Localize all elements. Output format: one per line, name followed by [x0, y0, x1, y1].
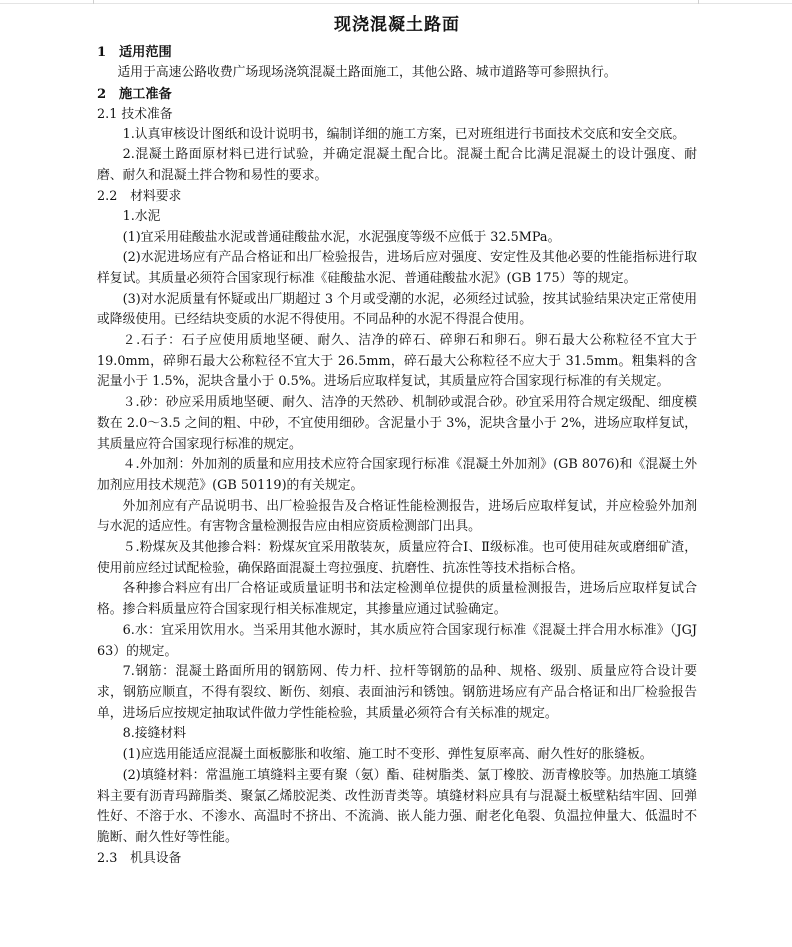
paragraph: ２.石子：石子应使用质地坚硬、耐久、洁净的碎石、碎卵石和卵石。卵石最大公称粒径不宜大于 19.0mm，碎卵石最大公称粒径不宜大于 26.5mm，碎石最大公称粒径不应大于 31.5mm。粗集料的含泥量小于 1.5%，泥块含量小于 0.5%。进场后应取样复试，其质量应符合国家现行标准的有关规定。 [97, 333, 697, 390]
crop-mark [698, 0, 699, 4]
paragraph: 7.钢筋：混凝土路面所用的钢筋网、传力杆、拉杆等钢筋的品种、规格、级别、质量应符合设计要求，钢筋应顺直，不得有裂纹、断伤、刻痕、表面油污和锈蚀。钢筋进场应有产品合格证和出厂检验报告单，进场后应按规定抽取试件做力学性能检验，其质量必须符合有关标准的规定。 [97, 664, 697, 721]
paragraph: (3)对水泥质量有怀疑或出厂期超过 3 个月或受潮的水泥，必须经过试验，按其试验结果决定正常使用或降级使用。已经结块变质的水泥不得使用。不同品种的水泥不得混合使用。 [97, 291, 697, 328]
paragraph: (1)宜采用硅酸盐水泥或普通硅酸盐水泥，水泥强度等级不应低于 32.5MPa。 [122, 229, 561, 245]
paragraph: ３.砂：砂应采用质地坚硬、耐久、洁净的天然砂、机制砂或混合砂。砂宜采用符合规定级配、细度模数在 2.0～3.5 之间的粗、中砂，不宜使用细砂。含泥量小于 3%，泥块含量小于 2%，进场应取样复试，其质量应符合国家现行标准的规定。 [97, 395, 697, 452]
crop-mark [93, 0, 94, 4]
paragraph: 8.接缝材料 [122, 726, 186, 742]
paragraph: ５.粉煤灰及其他掺合料：粉煤灰宜采用散装灰，质量应符合Ⅰ、Ⅱ级标准。也可使用硅灰或磨细矿渣，使用前应经过试配检验，确保路面混凝土弯拉强度、抗磨性、抗冻性等技术指标合格。 [97, 540, 697, 576]
document-title: 现浇混凝土路面 [334, 15, 460, 35]
section-heading: 2 施工准备 [97, 86, 172, 102]
paragraph: 适用于高速公路收费广场现场浇筑混凝土路面施工，其他公路、城市道路等可参照执行。 [117, 65, 617, 80]
paragraph: (1)应选用能适应混凝土面板膨胀和收缩、施工时不变形、弹性复原率高、耐久性好的胀缝板。 [122, 747, 653, 763]
paragraph: ４.外加剂：外加剂的质量和应用技术应符合国家现行标准《混凝土外加剂》(GB 8076)和《混凝土外加剂应用技术规范》(GB 50119)的有关规定。 [97, 457, 697, 493]
subsection-heading: 2.3 机具设备 [97, 850, 182, 866]
page-top-border [0, 3, 792, 4]
paragraph: (2)水泥进场应有产品合格证和出厂检验报告，进场后应对强度、安定性及其他必要的性能指标进行取样复试。其质量必须符合国家现行标准《硅酸盐水泥、普通硅酸盐水泥》(GB 175）等的规定。 [97, 250, 697, 286]
paragraph: 1.水泥 [122, 208, 161, 224]
subsection-heading: 2.2 材料要求 [97, 188, 182, 204]
paragraph: 外加剂应有产品说明书、出厂检验报告及合格证性能检测报告，进场后应取样复试，并应检验外加剂与水泥的适应性。有害物含量检测报告应由相应资质检测部门出具。 [97, 498, 697, 535]
paragraph: 2.混凝土路面原材料已进行试验，并确定混凝土配合比。混凝土配合比满足混凝土的设计强度、耐磨、耐久和混凝土拌合物和易性的要求。 [97, 147, 697, 184]
paragraph: 6.水：宜采用饮用水。当采用其他水源时，其水质应符合国家现行标准《混凝土拌合用水标准》（JGJ 63）的规定。 [97, 622, 697, 659]
document-body [97, 12, 697, 869]
paragraph: 各种掺合料应有出厂合格证或质量证明书和法定检测单位提供的质量检测报告，进场后应取样复试合格。掺合料质量应符合国家现行相关标准规定，其掺量应通过试验确定。 [97, 581, 697, 618]
paragraph: (2)填缝材料：常温施工填缝料主要有聚（氨）酯、硅树脂类、氯丁橡胶、沥青橡胶等。加热施工填缝料主要有沥青玛蹄脂类、聚氯乙烯胶泥类、改性沥青类等。填缝材料应具有与混凝土板壁粘结牢固、回弹性好、不溶于水、不渗水、高温时不挤出、不流淌、嵌人能力强、耐老化龟裂、负温拉伸量大、低温时不脆断、耐久性好等性能。 [97, 767, 697, 845]
subsection-heading: 2.1 技术准备 [97, 106, 173, 122]
paragraph: 1.认真审核设计图纸和设计说明书，编制详细的施工方案，已对班组进行书面技术交底和安全交底。 [122, 126, 686, 142]
section-heading: 1 适用范围 [97, 45, 172, 60]
